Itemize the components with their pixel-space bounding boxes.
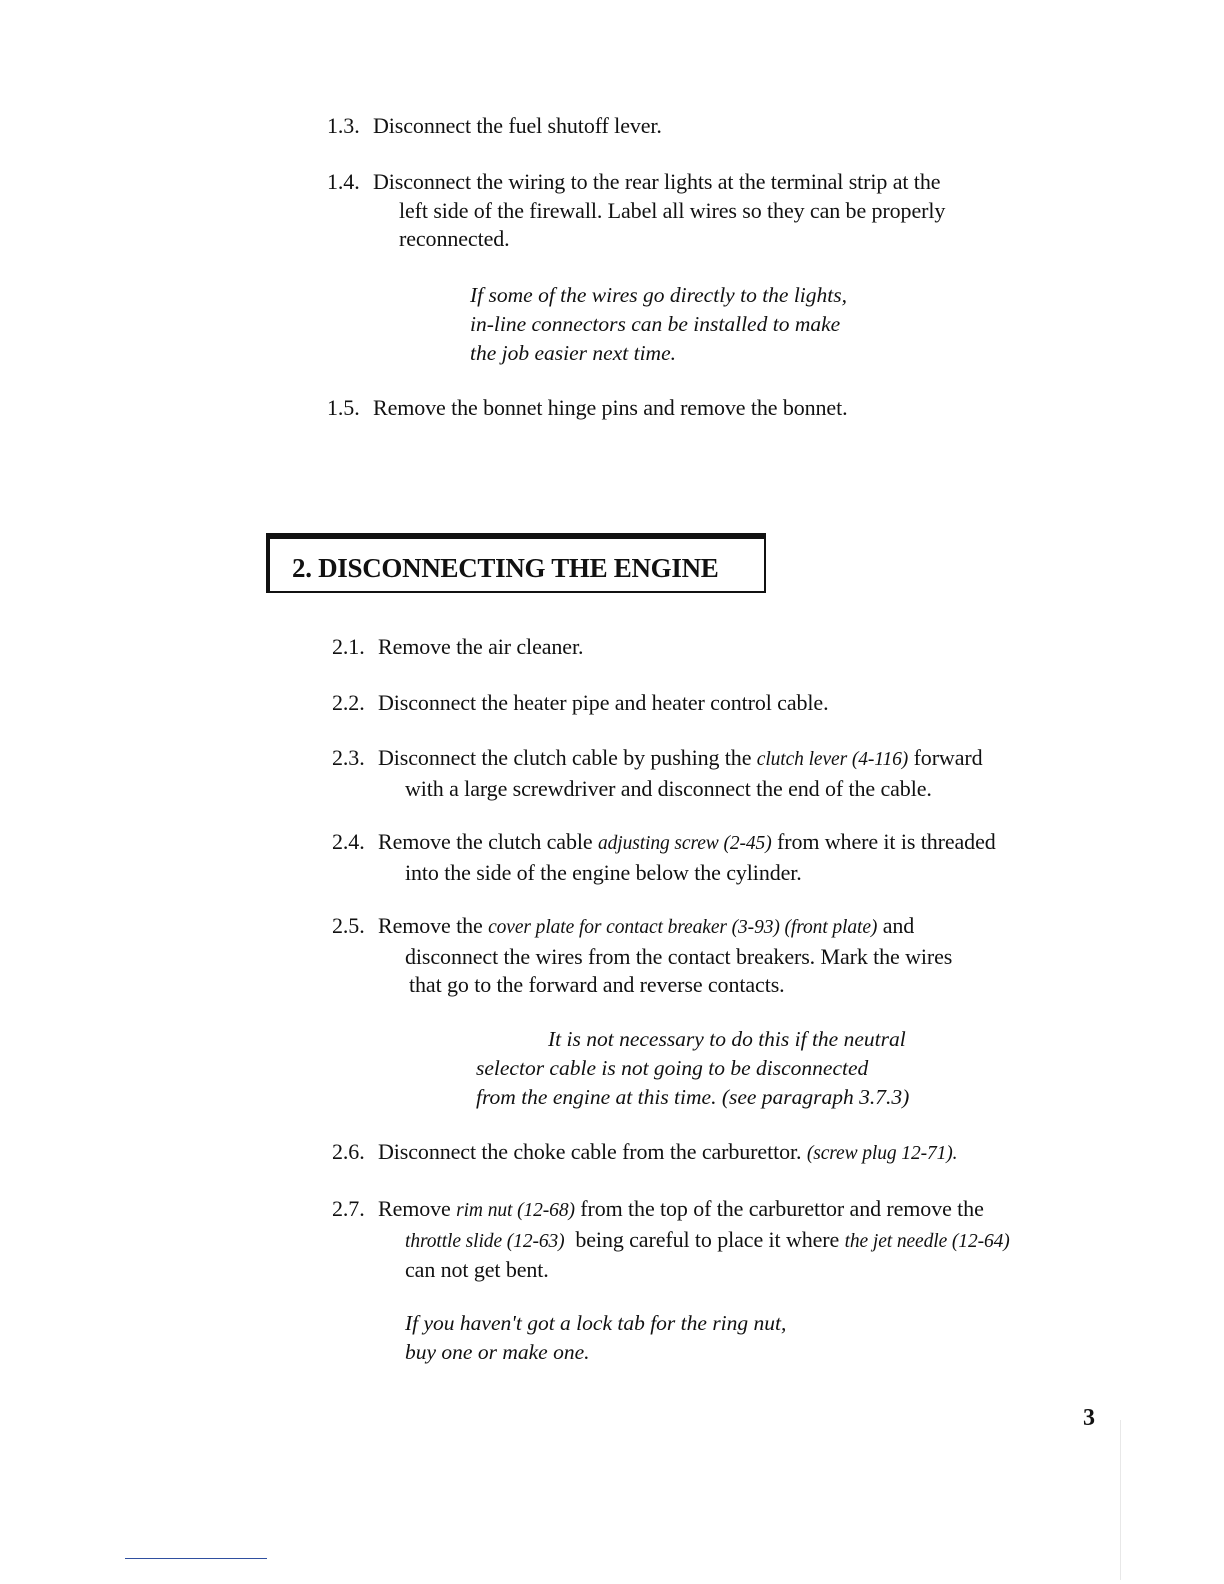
step-text: can not get bent. <box>405 1257 549 1283</box>
step-text: Remove the clutch cable <box>378 829 598 854</box>
page-number: 3 <box>1083 1405 1095 1431</box>
step-number: 1.5. <box>327 395 360 420</box>
part-reference: cover plate for contact breaker (3-93) (front plate) <box>488 917 878 938</box>
step-1-4 <box>327 168 945 254</box>
step-text: from the top of the carburettor and remove the <box>574 1196 984 1221</box>
note-line: selector cable is not going to be disconnected <box>476 1055 869 1080</box>
step-text: from where it is threaded <box>771 829 996 854</box>
step-text: with a large screwdriver and disconnect the end of the cable. <box>405 775 932 801</box>
note-1-4 <box>470 281 847 367</box>
part-reference: the jet needle (12-64) <box>844 1230 1010 1252</box>
section-title: 2. DISCONNECTING THE ENGINE <box>292 553 719 583</box>
step-text: forward <box>908 745 983 770</box>
step-text: being careful to place it where <box>564 1226 845 1252</box>
step-number: 2.4. <box>332 829 365 854</box>
step-text: into the side of the engine below the cylinder. <box>405 859 802 885</box>
step-1-3 <box>327 112 662 141</box>
step-text: Disconnect the clutch cable by pushing the <box>378 745 757 770</box>
scan-edge-shadow <box>1120 1420 1121 1580</box>
step-number: 1.4. <box>327 169 360 194</box>
part-reference: throttle slide (12-63) <box>405 1230 565 1252</box>
step-text: Disconnect the fuel shutoff lever. <box>373 113 662 138</box>
step-text: Disconnect the choke cable from the carburettor. <box>378 1139 807 1164</box>
step-text: reconnected. <box>399 226 510 252</box>
step-text: Remove the bonnet hinge pins and remove the bonnet. <box>373 395 848 420</box>
step-number: 1.3. <box>327 113 360 138</box>
step-text: left side of the firewall. Label all wires so they can be properly <box>399 197 946 223</box>
step-number: 2.5. <box>332 913 365 938</box>
note-line: It is not necessary to do this if the neutral <box>548 1027 906 1051</box>
step-number: 2.6. <box>332 1139 365 1164</box>
step-2-5 <box>332 912 952 1000</box>
footer-rule <box>125 1558 267 1559</box>
step-text: and <box>877 913 915 938</box>
step-number: 2.7. <box>332 1196 365 1221</box>
note-line: buy one or make one. <box>405 1339 590 1364</box>
step-text: Remove <box>378 1196 457 1221</box>
step-number: 2.3. <box>332 745 365 770</box>
step-text: Remove the <box>378 913 489 938</box>
step-2-4 <box>332 828 996 887</box>
step-text: Disconnect the heater pipe and heater control cable. <box>378 690 829 715</box>
note-line: If you haven't got a lock tab for the ring nut, <box>405 1311 787 1335</box>
step-1-5 <box>327 394 848 423</box>
note-line: from the engine at this time. (see paragraph 3.7.3) <box>476 1084 910 1109</box>
part-reference: clutch lever (4-116) <box>756 749 909 770</box>
note-2-7 <box>405 1309 786 1367</box>
step-text: disconnect the wires from the contact breakers. Mark the wires <box>405 943 953 969</box>
section-heading-box <box>266 533 766 593</box>
step-text: Disconnect the wiring to the rear lights at the terminal strip at the <box>373 169 941 194</box>
step-2-2 <box>332 689 828 718</box>
part-reference: rim nut (12-68) <box>456 1200 575 1221</box>
note-2-5 <box>476 1025 909 1111</box>
note-line: in-line connectors can be installed to make <box>470 311 841 336</box>
part-reference: adjusting screw (2-45) <box>597 833 772 854</box>
note-line: If some of the wires go directly to the lights, <box>470 283 847 307</box>
part-reference: (screw plug 12-71). <box>806 1143 958 1164</box>
step-2-3 <box>332 744 983 803</box>
step-number: 2.1. <box>332 634 365 659</box>
step-text: that go to the forward and reverse contacts. <box>409 972 785 998</box>
step-2-6 <box>332 1138 957 1169</box>
step-text: Remove the air cleaner. <box>378 634 584 659</box>
note-line: the job easier next time. <box>470 340 676 365</box>
step-number: 2.2. <box>332 690 365 715</box>
step-2-1 <box>332 633 583 662</box>
step-2-7 <box>332 1195 1010 1285</box>
